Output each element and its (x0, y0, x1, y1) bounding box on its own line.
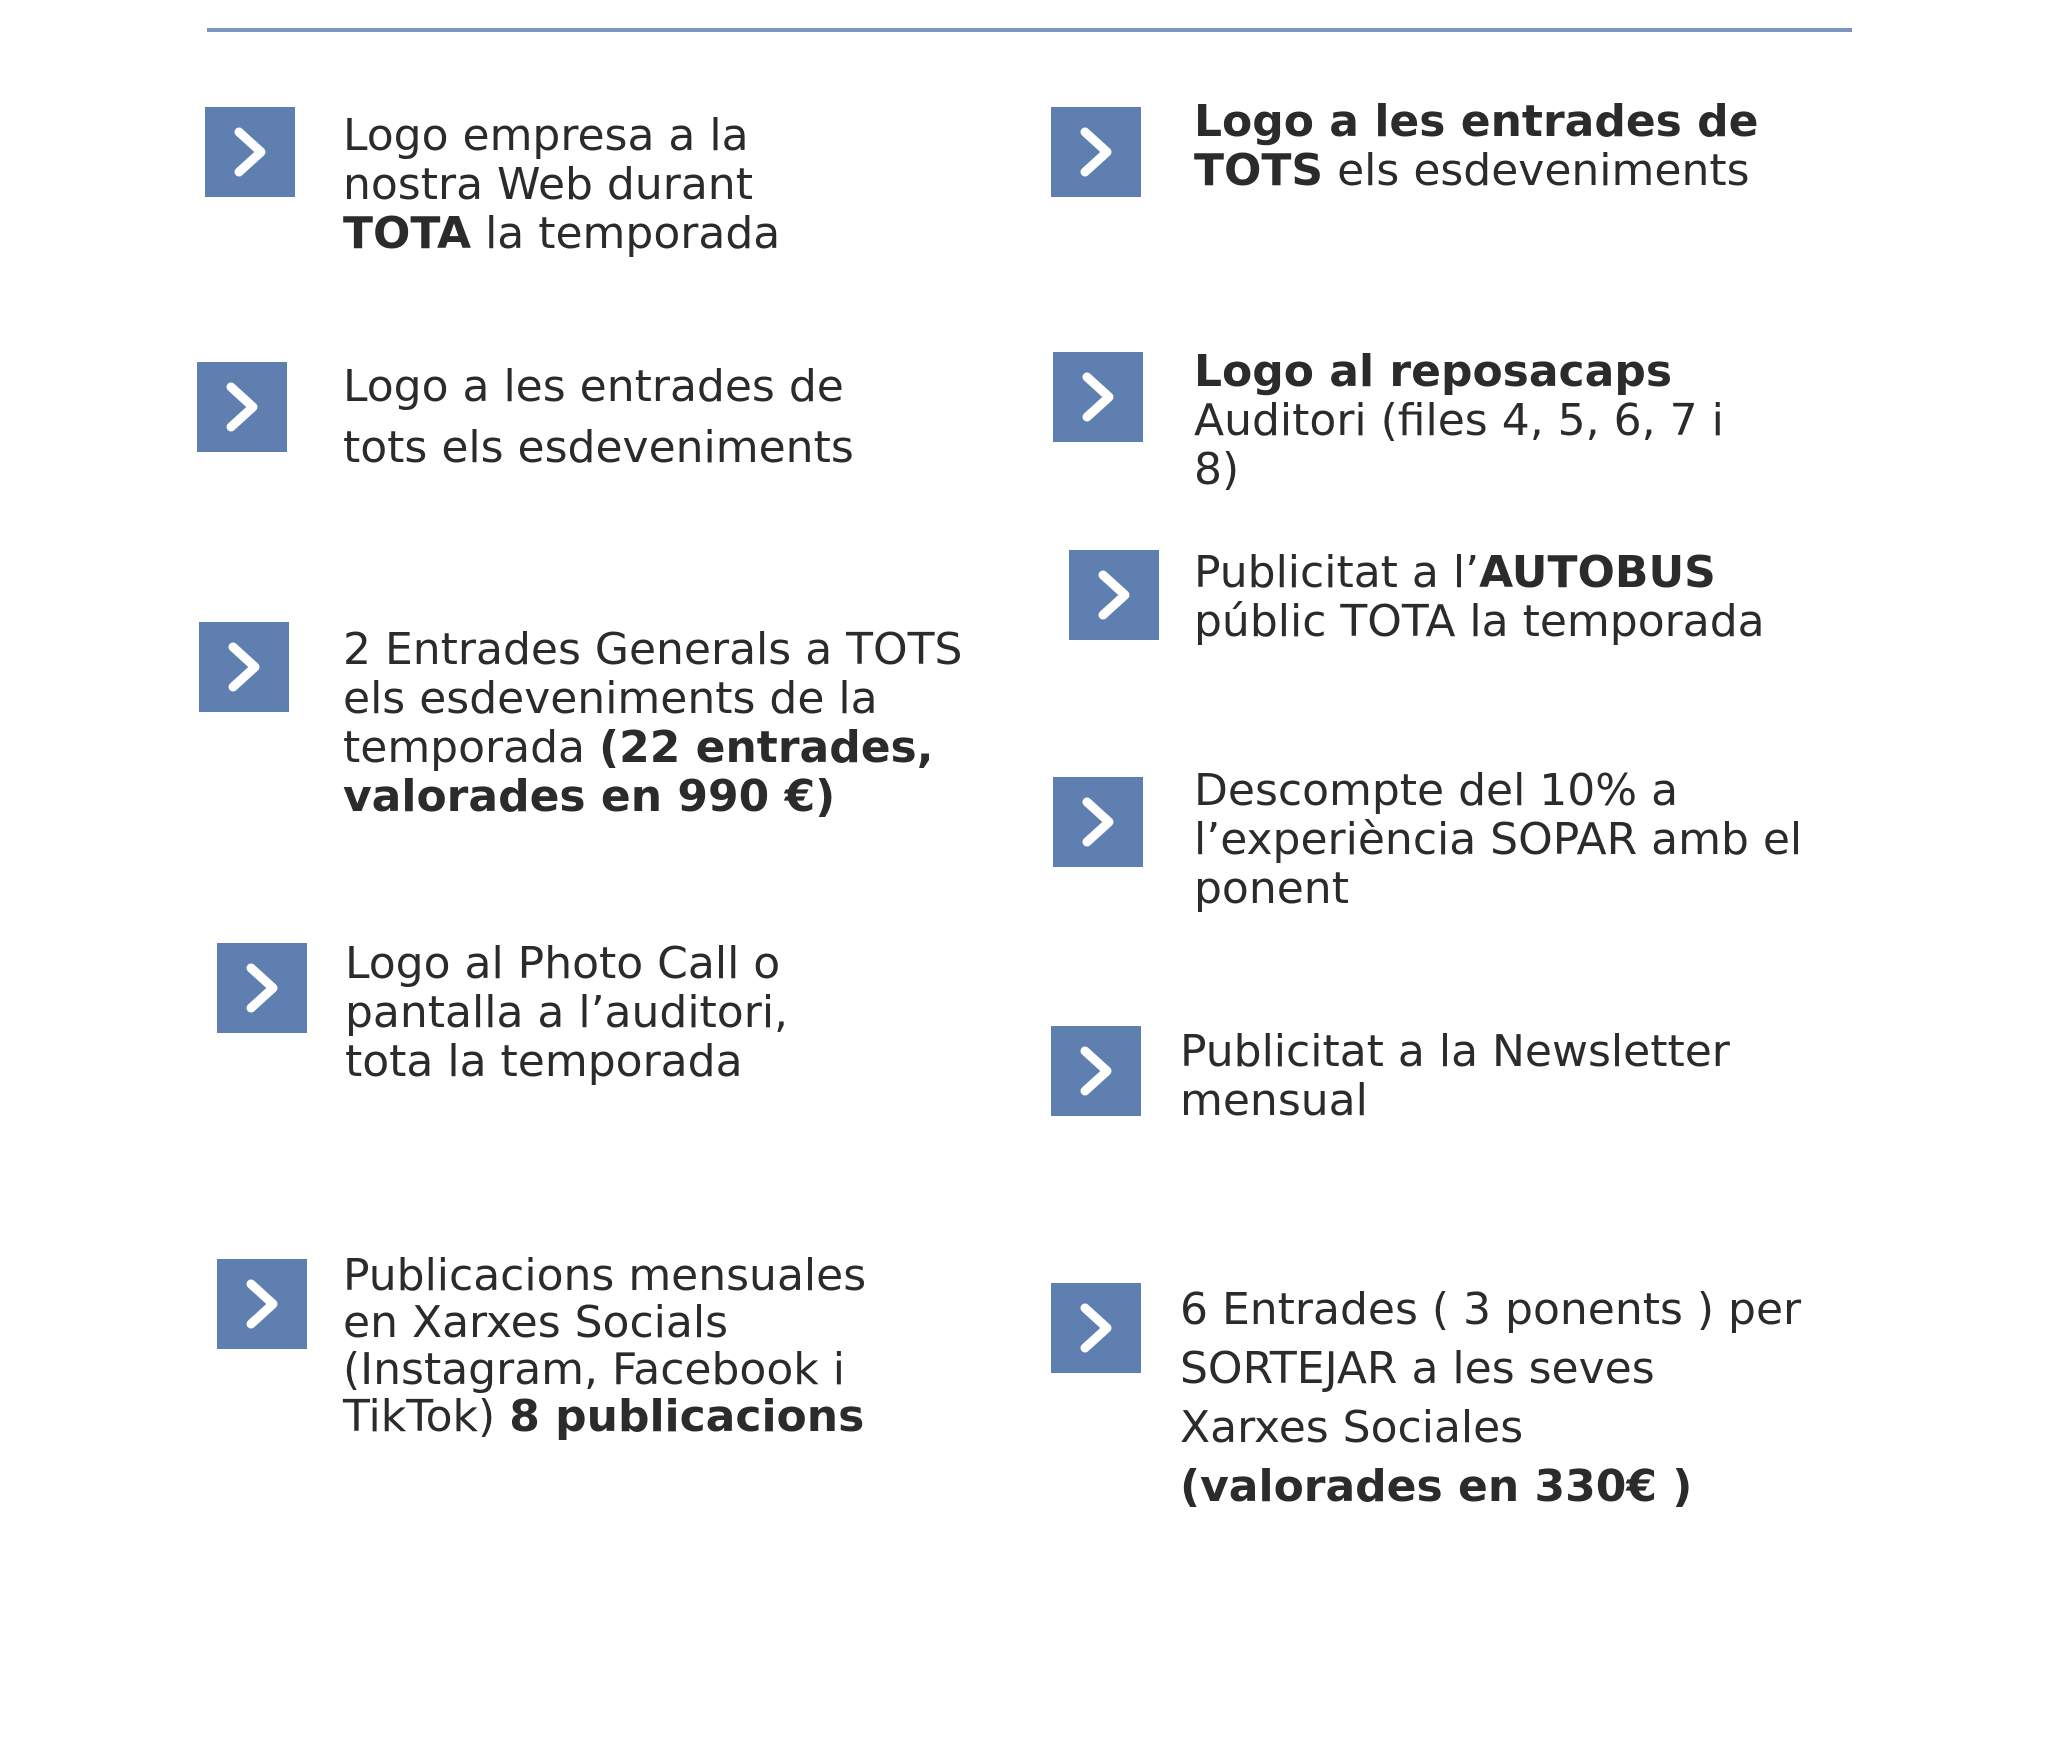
benefit-text: Logo a les entrades de (343, 361, 844, 412)
benefit-line (343, 1346, 866, 1393)
benefit-text: públic TOTA la temporada (1194, 596, 1765, 647)
benefit-line (1180, 1280, 1801, 1339)
top-divider (207, 28, 1852, 32)
benefit-social-posts (343, 1252, 866, 1440)
benefit-text: l’experiència SOPAR amb el (1194, 814, 1803, 865)
benefit-line (1180, 1398, 1801, 1457)
benefit-line (1194, 396, 1724, 445)
benefit-line (343, 723, 962, 772)
benefit-text: nostra Web durant (343, 159, 753, 210)
benefit-line (1194, 347, 1724, 396)
benefit-text: TikTok) (343, 1391, 510, 1442)
benefit-line (1180, 1027, 1730, 1076)
benefit-line (343, 356, 854, 417)
benefit-newsletter (1180, 1027, 1730, 1125)
benefit-text: (Instagram, Facebook i (343, 1344, 845, 1395)
benefit-line (343, 625, 962, 674)
chevron-right-icon (205, 107, 295, 197)
benefit-line (343, 111, 780, 160)
benefit-headrest-logo (1194, 347, 1724, 494)
benefit-line (343, 1252, 866, 1299)
benefit-line (1194, 548, 1765, 597)
chevron-right-icon (1053, 352, 1143, 442)
benefit-line (1194, 815, 1802, 864)
benefit-line (343, 1299, 866, 1346)
benefit-text: 6 Entrades ( 3 ponents ) per (1180, 1284, 1802, 1335)
benefit-photo-call (345, 939, 788, 1086)
benefit-line (343, 160, 780, 209)
chevron-right-icon (217, 943, 307, 1033)
benefit-line (1194, 597, 1765, 646)
benefit-text: els esdeveniments (1323, 145, 1750, 196)
chevron-right-icon (1051, 107, 1141, 197)
chevron-right-icon (199, 622, 289, 712)
benefit-line (343, 772, 962, 821)
benefit-text: SORTEJAR a les seves (1180, 1343, 1655, 1394)
benefit-text-bold: AUTOBUS (1479, 547, 1716, 598)
benefit-line (343, 1393, 866, 1440)
benefit-line (1194, 146, 1759, 195)
chevron-right-icon (1051, 1026, 1141, 1116)
chevron-right-icon (1053, 777, 1143, 867)
benefit-line (343, 674, 962, 723)
benefit-text: la temporada (471, 208, 781, 259)
benefit-text-bold: TOTA (343, 208, 472, 259)
benefit-text: els esdeveniments de la (343, 673, 878, 724)
benefit-text: 2 Entrades Generals a TOTS (343, 624, 963, 675)
benefit-text-bold: (valorades en 330€ ) (1180, 1461, 1693, 1512)
benefit-line (1194, 445, 1724, 494)
benefit-text: Auditori (files 4, 5, 6, 7 i (1194, 395, 1724, 446)
benefit-line (1194, 97, 1759, 146)
benefit-line (343, 209, 780, 258)
benefit-line (1180, 1457, 1801, 1516)
benefit-text: en Xarxes Socials (343, 1297, 728, 1348)
benefit-line (1194, 864, 1802, 913)
benefit-line (1180, 1339, 1801, 1398)
benefit-text: Publicacions mensuales (343, 1250, 867, 1301)
benefit-text: Publicitat a l’ (1194, 547, 1480, 598)
benefit-text: 8) (1194, 444, 1240, 495)
benefit-dinner-discount (1194, 766, 1802, 913)
benefit-text-bold: 8 publicacions (509, 1391, 865, 1442)
chevron-right-icon (1051, 1283, 1141, 1373)
benefit-web-logo (343, 111, 780, 258)
benefit-ticket-logo (343, 356, 854, 478)
benefit-text: tots els esdeveniments (343, 422, 854, 473)
benefit-text: Publicitat a la Newsletter (1180, 1026, 1730, 1077)
benefit-line (345, 1037, 788, 1086)
benefit-bus-advertising (1194, 548, 1765, 646)
benefit-text: ponent (1194, 863, 1349, 914)
benefit-general-tickets (343, 625, 962, 821)
benefit-text: Descompte del 10% a (1194, 765, 1679, 816)
benefit-text-bold: (22 entrades, (598, 722, 934, 773)
chevron-right-icon (217, 1259, 307, 1349)
benefit-line (1180, 1076, 1730, 1125)
benefit-text: mensual (1180, 1075, 1368, 1126)
benefit-text-bold: Logo a les entrades de (1194, 96, 1759, 147)
benefit-line (345, 939, 788, 988)
benefit-text-bold: TOTS (1194, 145, 1324, 196)
benefit-text: tota la temporada (345, 1036, 743, 1087)
chevron-right-icon (1069, 550, 1159, 640)
benefit-raffle-tickets (1180, 1280, 1801, 1516)
benefit-text: temporada (343, 722, 599, 773)
benefit-text: Xarxes Sociales (1180, 1402, 1524, 1453)
benefit-line (343, 417, 854, 478)
benefit-text: Logo al Photo Call o (345, 938, 781, 989)
benefit-text: pantalla a l’auditori, (345, 987, 789, 1038)
benefit-line (1194, 766, 1802, 815)
benefit-line (345, 988, 788, 1037)
benefit-text-bold: valorades en 990 €) (343, 771, 836, 822)
benefit-text: Logo empresa a la (343, 110, 749, 161)
benefit-all-events-ticket-logo (1194, 97, 1759, 195)
chevron-right-icon (197, 362, 287, 452)
benefit-text-bold: Logo al reposacaps (1194, 346, 1673, 397)
